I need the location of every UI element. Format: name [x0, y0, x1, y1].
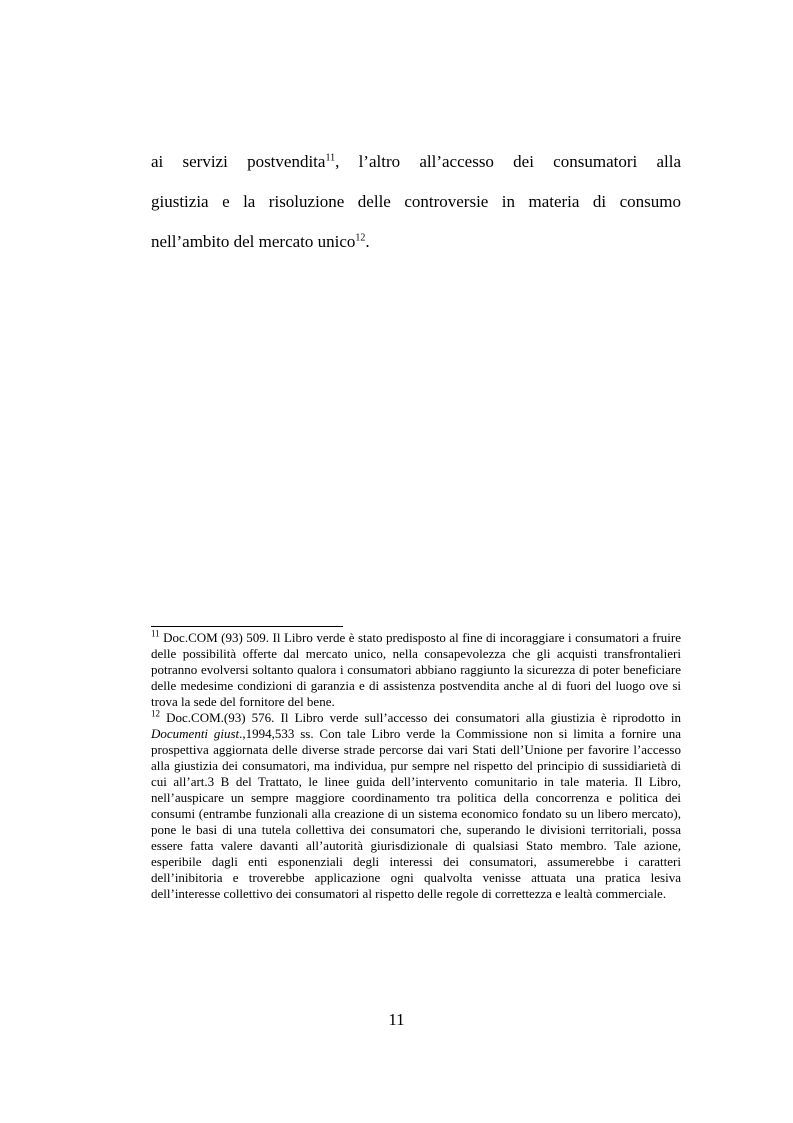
footnote-text: .,1994,533 ss. Con tale Libro verde la Commissione non si limita a fornire una prospettiva aggiornata delle diverse strade percorse dai vari Stati dell’Unione per favorire l’accesso alla giustizia dei consumatori, ma individua, pur sempre nel rispetto del principio di sussidiarietà di cui all’art.3 B del Trattato, le linee guida dell’intervento comunitario in tale materia. Il Libro, nell’auspicare un sempre maggiore coordinamento tra politica della concorrenza e politica dei consumi (entrambe funzionali alla creazione di un sistema economico fondato su un libero mercato), pone le basi di una tutela collettiva dei consumatori che, superando le divisioni territoriali, possa essere fatta valere davanti all’autorità giurisdizionale di qualsiasi Stato membro. Tale azione, esperibile dagli enti esponenziali degli interessi dei consumatori, assumerebbe i caratteri dell’inibitoria e troverebbe applicazione ogni qualvolta venisse attuata una pratica lesiva dell’interesse collettivo dei consumatori al rispetto delle regole di correttezza e lealtà commerciale. [151, 726, 681, 901]
body-text-segment: ai servizi postvendita [151, 152, 326, 171]
body-text-segment: nell’ambito del mercato unico [151, 232, 356, 251]
body-paragraph [151, 142, 681, 262]
footnote-marker: 12 [151, 708, 160, 719]
footnote-marker: 11 [151, 628, 160, 639]
body-line-1 [151, 142, 681, 182]
footnote-11 [151, 630, 681, 710]
body-line-3 [151, 222, 681, 262]
footnote-ref-12[interactable]: 12 [355, 232, 366, 244]
footnotes-section [151, 630, 681, 902]
footnote-text: Doc.COM.(93) 576. Il Libro verde sull’accesso dei consumatori alla giustizia è riprodotto in [160, 710, 681, 725]
footnote-12 [151, 710, 681, 902]
body-line-2: giustizia e la risoluzione delle controversie in materia di consumo [151, 192, 681, 211]
footnote-text: Doc.COM (93) 509. Il Libro verde è stato predisposto al fine di incoraggiare i consumatori a fruire delle possibilità offerte dal mercato unico, nella consapevolezza che gli acquisti transfrontalieri potranno evolversi soltanto qualora i consumatori abbiano raggiunto la sicurezza di poter beneficiare delle medesime condizioni di garanzia e di assistenza postvendita anche al di fuori del luogo ove si trova la sede del fornitore del bene. [151, 630, 681, 709]
footnote-ref-11[interactable]: 11 [325, 152, 336, 164]
body-text-segment: . [365, 232, 370, 251]
page-number: 11 [388, 1010, 405, 1029]
body-text-segment: , l’altro all’accesso dei consumatori alla [335, 152, 681, 171]
footnote-italic-title: Documenti giust [151, 726, 240, 741]
footnote-separator [151, 626, 343, 627]
